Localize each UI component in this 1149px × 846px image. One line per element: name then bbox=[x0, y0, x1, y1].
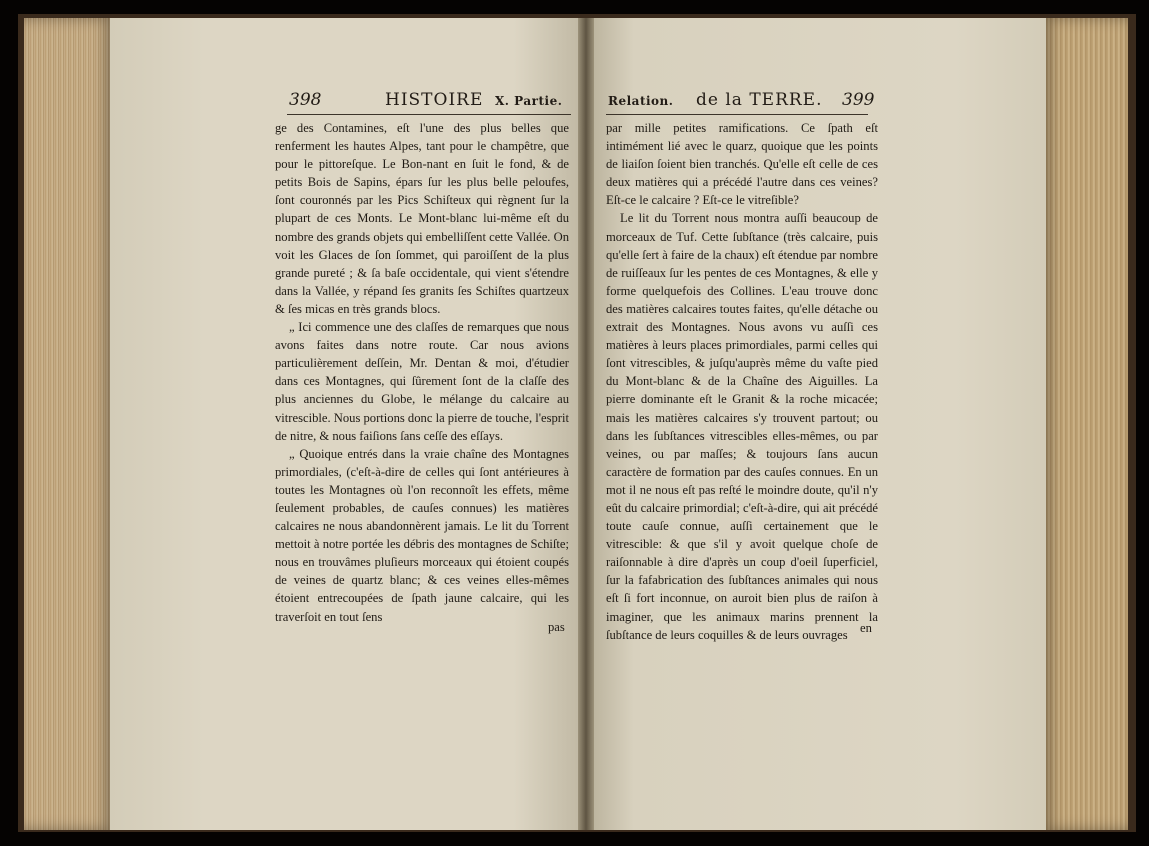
left-running-head bbox=[287, 90, 571, 115]
left-header-title: HISTOIRE bbox=[385, 90, 484, 110]
page-edges-left bbox=[24, 18, 114, 830]
left-page-text bbox=[275, 119, 569, 626]
right-running-head bbox=[606, 90, 875, 115]
right-page-text bbox=[606, 119, 878, 644]
page-edges-right bbox=[1042, 18, 1128, 830]
left-paragraph-3: „ Quoique entrés dans la vraie chaîne des Montagnes primordiales, (c'eſt-à-dire de celles qui ſont antérieures à toutes les Montagnes où l'on reconnoît les effets, même ſeulement probables, de cauſes connues) les matières calcaires ne nous abandonnèrent jamais. Le lit du Torrent mettoit à notre portée les débris des montagnes de Schiſte; nous en trouvâmes pluſieurs morceaux qui étoient coupés de veines de quartz blanc; & ces veines elles-mêmes étoient entrecoupées de ſpath jaune calcaire, qui les traverſoit en tout ſens bbox=[275, 446, 569, 624]
right-header-left: Relation. bbox=[608, 94, 674, 108]
right-page-number: 399 bbox=[842, 90, 875, 110]
left-paragraph-1: ge des Contamines, eſt l'une des plus belles que renferment les hautes Alpes, tant pour le champêtre, que pour le pittoreſque. Le Bon-nant en ſuit le fond, & de petits Bois de Sapins, épars ſur les plus belle peloufes, ſont couronnés par les Pics Schiſteux qui règnent ſur la plupart de ces Monts. Le Mont-blanc lui-même eſt du nombre des grands objets qui embelliſſent cette Vallée. On voit les Glaces de ſon ſommet, qui paroiſſent de la plus grande pureté ; & ſa baſe occidentale, qui vient s'étendre dans la Vallée, y répand ſes granits ſes Schiſtes quartzeux & ſes micas en très grands blocs. bbox=[275, 121, 569, 316]
right-header-title: de la TERRE. bbox=[696, 90, 823, 110]
left-page-number: 398 bbox=[289, 90, 322, 110]
right-paragraph-1: par mille petites ramifications. Ce ſpath eſt intimément lié avec le quarz, quoique que les points de liaiſon ſoient bien tranchés. Qu'elle eſt celle de ces deux matières qui a précédé l'autre dans ces veines? Eſt-ce le calcaire ? Eſt-ce le vitreſible? bbox=[606, 121, 878, 208]
right-paragraph-2: Le lit du Torrent nous montra auſſi beaucoup de morceaux de Tuf. Cette ſubſtance (très calcaire, puis qu'elle ſert à faire de la chaux) eſt étendue par nombre de ruiſſeaux ſur les pentes de ces Montagnes, & elle y forme quelquefois des Collines. L'eau trouve donc des matières calcaires toutes faites, qu'elle détache ou extrait des Montagnes. Nous avons vu auſſi ces matières à leurs places primordiales, parmi celles qui ſont vitrescibles, & juſqu'auprès même du vaſte pied du Mont-blanc & de la Chaîne des Aiguilles. La pierre dominante eſt le Granit & la roche micacée; mais les matières calcaires s'y trouvent partout; ou dans les ſubſtances vitrescibles elles-mêmes, ou par veines, ou par maſſes; & toujours ſans aucun caractère de formation par des cauſes connues. En un mot il ne nous eſt pas reſté le moindre doute, qu'il n'y eût du calcaire primordial; c'eſt-à-dire, qui ait précédé toute cauſe connue, auſſi certainement que le vitrescible: & que s'il y avoit quelque choſe de raiſonnable à dire d'après un coup d'oeil ſuperficiel, ſur la fafabrication des ſubſtances animales qui nous eſt ſi fort inconnue, on auroit bien plus de raiſon à imaginer, que les animaux marins prennent la ſubſtance de leurs coquilles & de leurs ouvrages bbox=[606, 211, 878, 642]
right-catchword: en bbox=[860, 621, 872, 635]
left-paragraph-2: „ Ici commence une des claſſes de remarques que nous avons faites dans notre route. Car nous avions particulièrement deſſein, Mr. Dentan & moi, d'étudier dans ces Montagnes, qui ſûrement ſont de la claſſe des plus anciennes du Globe, le mélange du calcaire au vitrescible. Nous portions donc la pierre de touche, l'esprit de nitre, & nous faiſions ſans ceſſe des eſſays. bbox=[275, 320, 569, 443]
left-header-part: X. Partie. bbox=[495, 94, 563, 108]
book-gutter bbox=[578, 18, 594, 830]
left-catchword: pas bbox=[548, 620, 565, 634]
